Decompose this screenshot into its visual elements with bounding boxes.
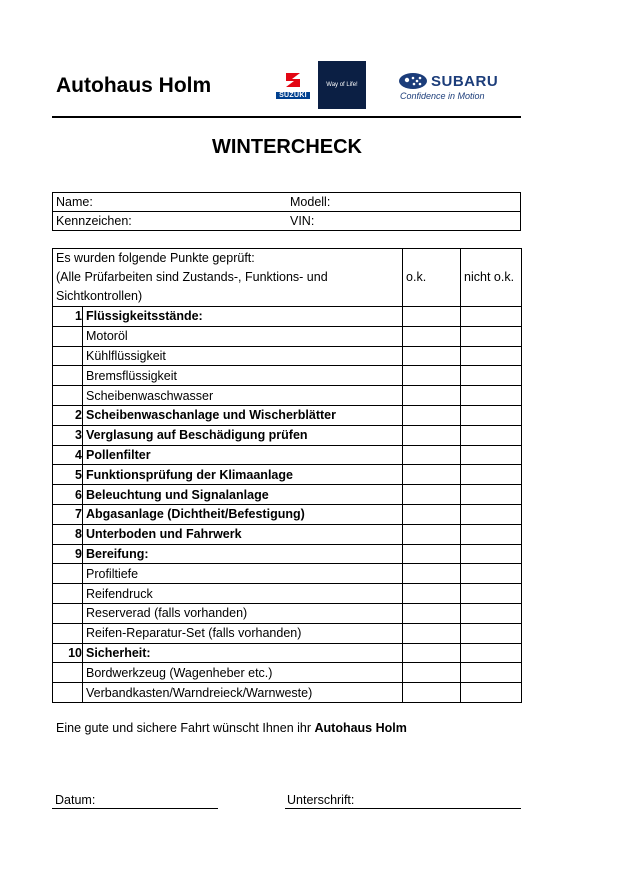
item-label: Pollenfilter [83,445,403,465]
signature-label: Unterschrift: [287,793,355,807]
item-number [53,326,83,346]
subaru-stars-icon [398,72,428,90]
item-number [53,386,83,406]
not-ok-cell[interactable] [461,524,522,544]
not-ok-cell[interactable] [461,544,522,564]
ok-cell[interactable] [403,386,461,406]
date-label: Datum: [55,793,96,807]
item-number [53,663,83,683]
item-label: Reserverad (falls vorhanden) [83,603,403,623]
header-divider [52,116,521,118]
item-label: Scheibenwaschwasser [83,386,403,406]
item-label: Reifendruck [83,584,403,604]
ok-header: o.k. [403,249,461,307]
checklist-row [53,366,522,386]
not-ok-cell[interactable] [461,405,522,425]
checklist-row [53,564,522,584]
checklist-row [53,307,522,327]
item-label: Beleuchtung und Signalanlage [83,485,403,505]
checklist-row [53,465,522,485]
checklist-intro: Es wurden folgende Punkte geprüft: (Alle Prüfarbeiten sind Zustands-, Funktions- und Sichtkontrollen) [53,249,403,307]
item-label: Unterboden und Fahrwerk [83,524,403,544]
ok-cell[interactable] [403,564,461,584]
checklist-row [53,485,522,505]
not-ok-cell[interactable] [461,445,522,465]
item-label: Kühlflüssigkeit [83,346,403,366]
item-number: 8 [53,524,83,544]
item-number: 2 [53,405,83,425]
footer-message: Eine gute und sichere Fahrt wünscht Ihnen ihr Autohaus Holm [56,721,407,735]
item-number: 9 [53,544,83,564]
checklist-row [53,425,522,445]
checklist-row [53,445,522,465]
item-number: 3 [53,425,83,445]
not-ok-cell[interactable] [461,623,522,643]
ok-cell[interactable] [403,504,461,524]
item-label: Profiltiefe [83,564,403,584]
ok-cell[interactable] [403,366,461,386]
item-number: 6 [53,485,83,505]
modell-label: Modell: [290,195,331,209]
ok-cell[interactable] [403,346,461,366]
not-ok-cell[interactable] [461,643,522,663]
item-number [53,346,83,366]
ok-cell[interactable] [403,445,461,465]
name-label: Name: [56,195,93,209]
ok-cell[interactable] [403,524,461,544]
page-title: WINTERCHECK [212,136,362,158]
date-line [52,808,218,809]
checklist-row [53,643,522,663]
subaru-wordmark: SUBARU [431,72,499,90]
not-ok-header: nicht o.k. [461,249,522,307]
checklist-row [53,663,522,683]
not-ok-cell[interactable] [461,366,522,386]
item-number: 10 [53,643,83,663]
subaru-tagline: Confidence in Motion [400,91,485,101]
item-number: 7 [53,504,83,524]
item-label: Verglasung auf Beschädigung prüfen [83,425,403,445]
not-ok-cell[interactable] [461,564,522,584]
item-number [53,366,83,386]
ok-cell[interactable] [403,623,461,643]
item-label: Bereifung: [83,544,403,564]
ok-cell[interactable] [403,485,461,505]
ok-cell[interactable] [403,603,461,623]
checklist-row [53,544,522,564]
item-label: Bremsflüssigkeit [83,366,403,386]
not-ok-cell[interactable] [461,504,522,524]
item-label: Funktionsprüfung der Klimaanlage [83,465,403,485]
not-ok-cell[interactable] [461,425,522,445]
ok-cell[interactable] [403,584,461,604]
ok-cell[interactable] [403,544,461,564]
not-ok-cell[interactable] [461,307,522,327]
item-number [53,683,83,703]
not-ok-cell[interactable] [461,663,522,683]
item-number: 4 [53,445,83,465]
checklist-row [53,386,522,406]
not-ok-cell[interactable] [461,465,522,485]
item-label: Reifen-Reparatur-Set (falls vorhanden) [83,623,403,643]
item-number [53,584,83,604]
ok-cell[interactable] [403,663,461,683]
vin-label: VIN: [290,214,315,228]
signature-line [285,808,521,809]
ok-cell[interactable] [403,307,461,327]
item-number: 1 [53,307,83,327]
checklist-row [53,405,522,425]
suzuki-slogan: Way of Life! [318,61,366,109]
item-label: Flüssigkeitsstände: [83,307,403,327]
ok-cell[interactable] [403,425,461,445]
item-label: Motoröl [83,326,403,346]
checklist-row [53,623,522,643]
item-number [53,623,83,643]
checklist-row [53,584,522,604]
ok-cell[interactable] [403,643,461,663]
company-name: Autohaus Holm [56,74,212,97]
not-ok-cell[interactable] [461,683,522,703]
ok-cell[interactable] [403,405,461,425]
suzuki-logo [268,61,368,109]
item-number [53,564,83,584]
checklist-table [52,248,522,703]
not-ok-cell[interactable] [461,346,522,366]
checklist-row [53,524,522,544]
checklist-row [53,346,522,366]
checklist-row [53,326,522,346]
not-ok-cell[interactable] [461,603,522,623]
ok-cell[interactable] [403,465,461,485]
item-label: Abgasanlage (Dichtheit/Befestigung) [83,504,403,524]
ok-cell[interactable] [403,326,461,346]
item-label: Scheibenwaschanlage und Wischerblätter [83,405,403,425]
checklist-row [53,504,522,524]
kennzeichen-label: Kennzeichen: [56,214,132,228]
not-ok-cell[interactable] [461,326,522,346]
suzuki-wordmark: SUZUKI [276,92,310,99]
not-ok-cell[interactable] [461,584,522,604]
ok-cell[interactable] [403,683,461,703]
checklist-row [53,603,522,623]
item-label: Verbandkasten/Warndreieck/Warnweste) [83,683,403,703]
subaru-logo [398,72,518,106]
suzuki-s-icon [282,71,304,89]
not-ok-cell[interactable] [461,485,522,505]
item-label: Bordwerkzeug (Wagenheber etc.) [83,663,403,683]
item-label: Sicherheit: [83,643,403,663]
item-number: 5 [53,465,83,485]
not-ok-cell[interactable] [461,386,522,406]
checklist-row [53,683,522,703]
footer-company: Autohaus Holm [314,721,407,735]
vehicle-info-box [52,192,521,231]
item-number [53,603,83,623]
